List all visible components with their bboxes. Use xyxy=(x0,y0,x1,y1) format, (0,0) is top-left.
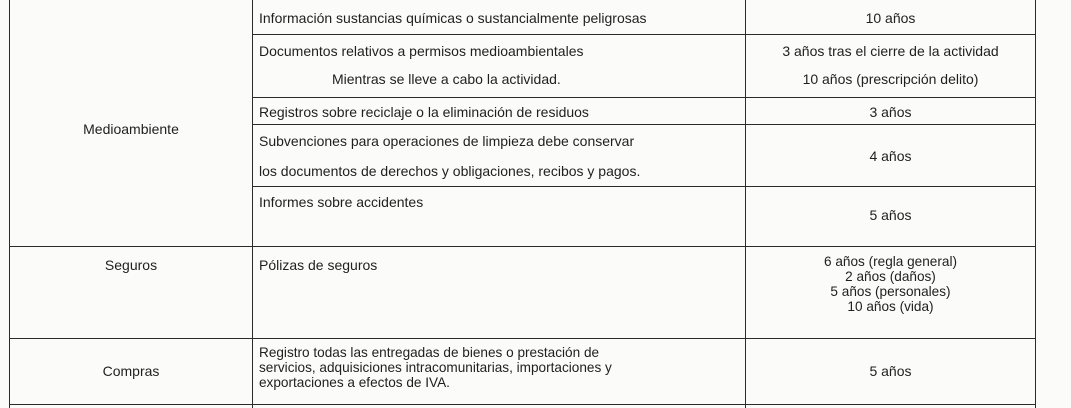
category-label: Seguros xyxy=(104,257,158,273)
document-text: servicios, adquisiciones intracomunitarias, importaciones y xyxy=(259,360,612,375)
section-divider xyxy=(9,246,1036,247)
section-divider xyxy=(9,338,1036,339)
document-text: Registro todas las entregadas de bienes o prestación de xyxy=(259,345,600,360)
document-text: exportaciones a efectos de IVA. xyxy=(259,375,450,390)
retention-period: 10 años (prescripción delito) xyxy=(802,71,979,87)
document-text: Subvenciones para operaciones de limpieza debe conservar xyxy=(259,133,635,149)
table-border-left xyxy=(9,0,10,408)
document-text: Informes sobre accidentes xyxy=(259,194,424,210)
table-border-right xyxy=(1035,0,1036,408)
document-text: Registros sobre reciclaje o la eliminación de residuos xyxy=(259,104,589,120)
document-text: los documentos de derechos y obligaciones, recibos y pagos. xyxy=(259,163,641,179)
row-divider xyxy=(252,34,1036,35)
retention-period: 4 años xyxy=(869,148,912,164)
document-text: Información sustancias químicas o sustancialmente peligrosas xyxy=(259,10,647,26)
column-divider-category xyxy=(252,0,253,408)
retention-period: 10 años (vida) xyxy=(847,299,934,314)
retention-period: 5 años (personales) xyxy=(830,284,951,299)
column-divider-period xyxy=(745,0,746,408)
row-divider xyxy=(252,124,1036,125)
document-text: Mientras se lleve a cabo la actividad. xyxy=(332,71,561,87)
row-divider xyxy=(252,186,1036,187)
row-divider xyxy=(252,97,1036,98)
table-border-bottom xyxy=(9,404,1036,405)
document-text: Documentos relativos a permisos medioambientales xyxy=(259,43,584,59)
retention-period: 5 años xyxy=(869,207,912,223)
category-label: Compras xyxy=(102,363,160,379)
retention-period: 5 años xyxy=(869,363,912,379)
category-label: Medioambiente xyxy=(83,121,179,137)
retention-period: 3 años xyxy=(869,104,912,120)
retention-period: 3 años tras el cierre de la actividad xyxy=(782,43,999,59)
retention-period: 10 años xyxy=(865,10,916,26)
retention-period: 6 años (regla general) xyxy=(824,254,957,269)
document-text: Pólizas de seguros xyxy=(259,257,378,273)
retention-period: 2 años (daños) xyxy=(845,269,936,284)
